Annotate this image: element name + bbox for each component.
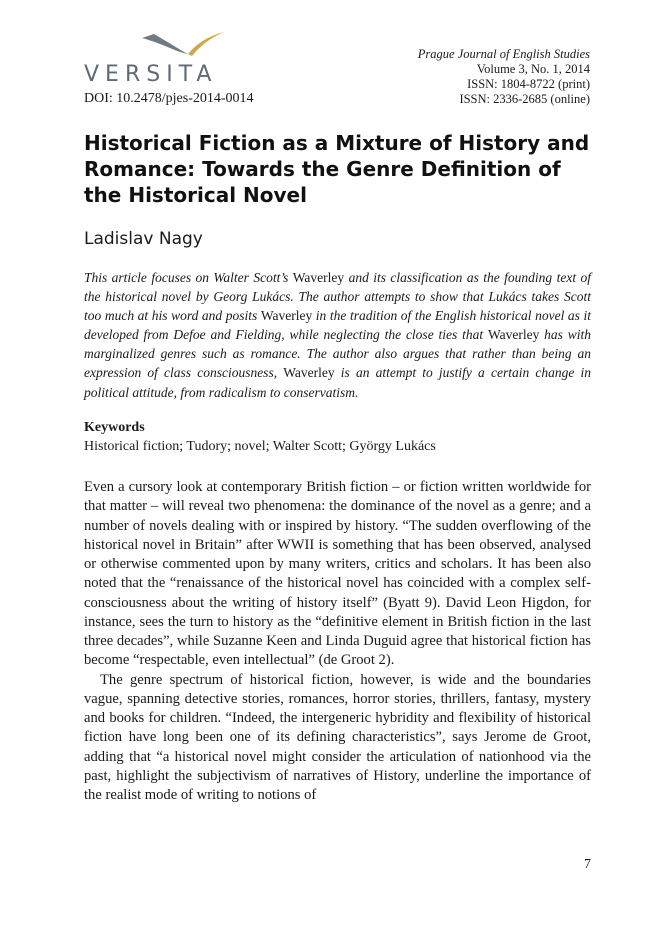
article-title: Historical Fiction as a Mixture of History and Romance: Towards the Genre Definition of the Historical Novel (84, 131, 590, 207)
issn-online: ISSN: 2336-2685 (online) (459, 92, 590, 106)
paragraph: The genre spectrum of historical fiction, however, is wide and the boundaries vague, spanning detective stories, romances, horror stories, thrillers, fantasy, mystery and books for children. “Indeed, the intergeneric hybridity and flexibility of historical fiction have long been one of its defining characteristics”, says Jerome de Groot, adding that “a historical novel might consider the articulation of nationhood via the past, highlight the subjectivism of narratives of History, underline the importance of the realist mode of writing to notions of (84, 671, 591, 803)
abstract-segment: This article focuses on Walter Scott’s (84, 270, 293, 285)
journal-title: Prague Journal of English Studies (417, 47, 590, 61)
abstract-segment: Waverley (283, 365, 335, 381)
abstract-segment: has with marginalized genres such as romance. The author also argues that rather than being an expression of class consciousness, (84, 327, 592, 381)
keywords-heading: Keywords (84, 420, 145, 435)
abstract-segment: is an attempt to justify a certain change in political attitude, from radicalism to conservatism. (84, 365, 591, 400)
logo-wordmark: VERSITA (84, 62, 218, 87)
paragraph: Even a cursory look at contemporary British fiction – or fiction written worldwide for that matter – will reveal two phenomena: the dominance of the novel as a genre; and a number of novels dealing with or inspired by history. “The sudden overflowing of the historical novel in Britain” after WWII is something that has been observed, analysed or otherwise commented upon by many writers, critics and scholars. It has been also noted that the “renaissance of the historical novel has coincided with a complex self-consciousness about the writing of history itself” (Byatt 9). David Leon Higdon, for instance, sees the turn to history as the “definitive element in British fiction in the last three decades”, while Suzanne Keen and Linda Duguid agree that historical fiction has become “respectable, even intellectual” (de Groot 2). (84, 479, 591, 669)
abstract-segment: Waverley (292, 270, 345, 285)
doi: DOI: 10.2478/pjes-2014-0014 (84, 91, 254, 106)
body-text (84, 478, 591, 805)
issn-print: ISSN: 1804-8722 (print) (467, 77, 590, 91)
author-name: Ladislav Nagy (84, 229, 203, 249)
abstract-segment: in the tradition of the English historical novel as it developed from Defoe and Fielding, while neglecting the close ties that (84, 308, 591, 343)
abstract-segment: Waverley (487, 327, 540, 343)
abstract-segment: and its classification as the founding text of the historical novel by Georg Lukács. The author attempts to show that Lukács takes Scott too much at his word and posits (84, 270, 591, 324)
journal-info (418, 47, 590, 107)
journal-volume: Volume 3, No. 1, 2014 (476, 62, 590, 76)
page-number: 7 (584, 857, 591, 872)
keywords-list: Historical fiction; Tudory; novel; Walter Scott; György Lukács (84, 439, 436, 454)
abstract-segment: Waverley (260, 308, 313, 324)
abstract (84, 268, 591, 402)
bird-swoosh-icon (84, 30, 234, 66)
publisher-logo (84, 30, 234, 92)
